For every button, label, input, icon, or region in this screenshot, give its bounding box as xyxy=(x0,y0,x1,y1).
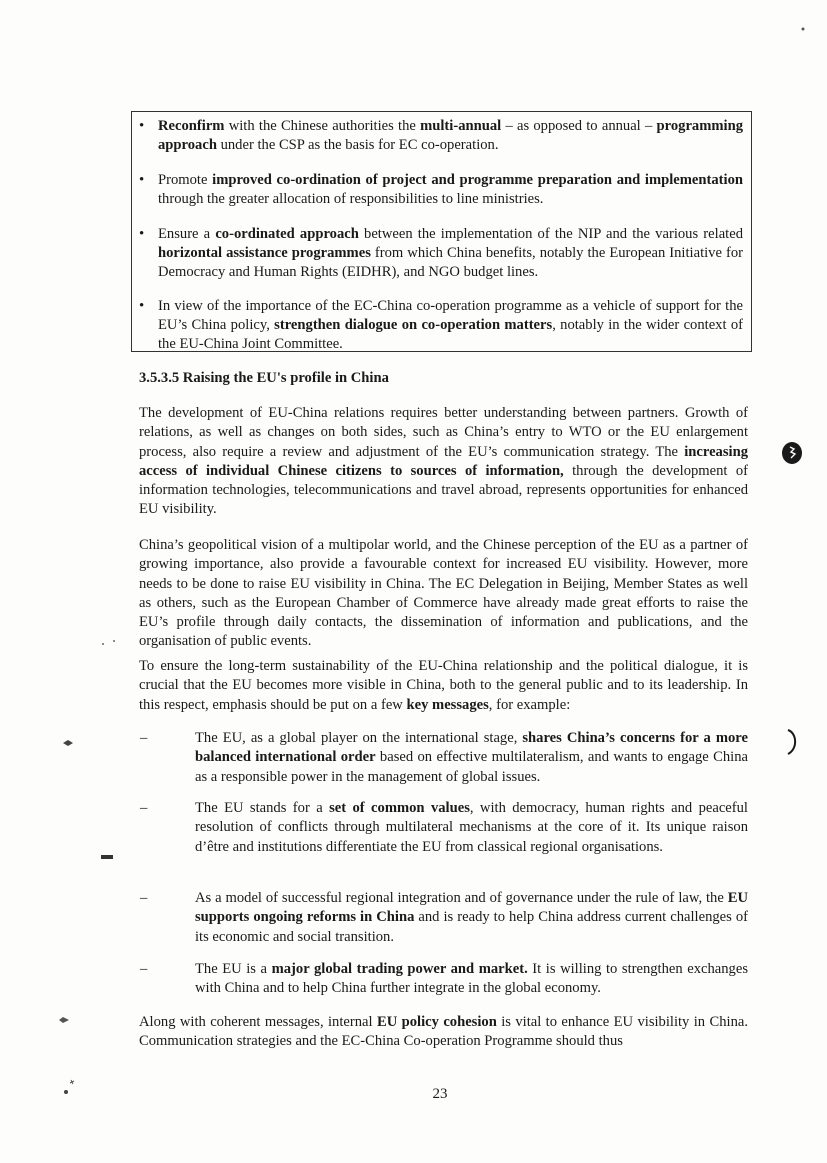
scan-speck-icon xyxy=(62,1078,76,1098)
dash-item-text xyxy=(195,729,748,787)
dash-list-item xyxy=(140,799,748,857)
section-heading: 3.5.3.5 Raising the EU's profile in China xyxy=(139,370,389,386)
text-run: Ensure a xyxy=(158,226,216,242)
dash-marker: – xyxy=(140,890,148,906)
bold-text: shares China’s concerns for a more balanced international order xyxy=(195,730,748,766)
text-run: through the development of information technologies, telecommunications and travel abroad, represents opportunities for enhanced EU visibility. xyxy=(139,462,749,518)
scan-speck-icon xyxy=(100,853,114,861)
dash-marker: – xyxy=(140,961,148,977)
paragraph xyxy=(139,404,748,520)
scan-speck-icon xyxy=(62,738,74,748)
page-number: 23 xyxy=(432,1086,448,1102)
text-run: China’s geopolitical vision of a multipolar world, and the Chinese perception of the EU as a partner of growing importance, also provide a favourable context for increased EU visibility. However, more needs to be done to raise EU visibility in China. The EC Delegation in Beijing, Member States as well as others, such as the European Chamber of Commerce have already made great efforts to raise the EU’s profile through daily contacts, the dissemination of information and publications, and the organisation of public events. xyxy=(139,537,748,650)
bullet-item xyxy=(158,297,743,354)
bold-text: programming approach xyxy=(158,118,743,153)
text-run: It is willing to strengthen exchanges with China and to help China further integrate in the global economy. xyxy=(195,961,749,997)
dash-item-text xyxy=(195,960,748,999)
text-run: based on effective multilateralism, and wants to engage China as a responsible power in the management of global issues. xyxy=(195,749,748,785)
dash-list-item xyxy=(140,889,748,947)
bold-text: EU policy cohesion xyxy=(376,1014,497,1030)
bold-text: improved co-ordination of project and programme preparation and implementation xyxy=(212,172,743,188)
bold-text: horizontal assistance programmes xyxy=(158,245,371,261)
text-run: from which China benefits, notably the European Initiative for Democracy and Human Rights (EIDHR), and NGO budget lines. xyxy=(158,245,743,280)
text-run: To ensure the long-term sustainability of the EU-China relationship and the political dialogue, it is crucial that the EU becomes more visible in China, both to the general public and to its leadership. In this respect, emphasis should be put on a few xyxy=(139,658,748,713)
scan-speck-icon xyxy=(800,26,806,32)
scan-speck-icon xyxy=(100,638,118,648)
bold-text: strengthen dialogue on co-operation matters xyxy=(274,317,553,333)
dash-list-item xyxy=(140,729,748,787)
bold-text: increasing access of individual Chinese citizens to sources of information, xyxy=(139,443,748,479)
text-run: is vital to enhance EU visibility in China. Communication strategies and the EC-China Co-operation Programme should thus xyxy=(139,1014,748,1050)
text-run: , notably in the wider context of the EU-China Joint Committee. xyxy=(158,317,743,352)
text-run: with the Chinese authorities the xyxy=(224,118,421,134)
text-run: and is ready to help China address current challenges of its economic and social transition. xyxy=(195,909,748,945)
margin-bracket-icon xyxy=(785,727,801,757)
dash-marker: – xyxy=(140,800,148,816)
dash-item-text xyxy=(195,889,748,947)
dash-list-item xyxy=(140,960,748,999)
bold-text: major global trading power and market. xyxy=(271,961,528,977)
bullet-item xyxy=(158,225,743,282)
bold-text: multi-annual xyxy=(420,118,502,134)
text-run: , for example: xyxy=(488,696,571,713)
text-run: under the CSP as the basis for EC co-operation. xyxy=(216,137,499,153)
bold-text: co-ordinated approach xyxy=(215,226,359,242)
text-run: , with democracy, human rights and peaceful resolution of conflicts through multilateral mechanisms at the core of it. Its unique raison d’être and institutions differentiate the EU from classical regional organisations. xyxy=(195,800,748,855)
bullet-item xyxy=(158,171,743,209)
text-run: As a model of successful regional integration and of governance under the rule of law, the xyxy=(195,890,728,906)
bullet-item xyxy=(158,117,743,155)
text-run: between the implementation of the NIP and the various related xyxy=(358,226,743,242)
dash-item-text xyxy=(195,799,748,857)
text-run: Promote xyxy=(158,172,213,188)
closing-paragraph xyxy=(139,1013,748,1052)
text-run: The EU stands for a xyxy=(195,800,330,816)
bold-text: set of common values xyxy=(329,800,470,816)
text-run: The EU is a xyxy=(195,961,272,977)
bold-text: EU supports ongoing reforms in China xyxy=(195,890,748,926)
recommendations-box xyxy=(131,111,752,352)
text-run: In view of the importance of the EC-China co-operation programme as a vehicle of support for the EU’s China policy, xyxy=(158,298,743,333)
text-run: Along with coherent messages, internal xyxy=(139,1014,377,1030)
text-run: The EU, as a global player on the international stage, xyxy=(195,730,523,746)
text-run: – as opposed to annual – xyxy=(501,118,657,134)
scan-speck-icon xyxy=(58,1016,70,1024)
text-run: through the greater allocation of responsibilities to line ministries. xyxy=(158,191,544,207)
bold-text: Reconfirm xyxy=(158,118,225,134)
paragraph xyxy=(139,536,748,652)
margin-mark-icon xyxy=(781,441,803,465)
paragraph xyxy=(139,657,748,715)
bold-text: key messages xyxy=(406,696,489,713)
text-run: The development of EU-China relations requires better understanding between partners. Growth of relations, as well as changes on both sides, such as China’s entry to WTO or the EU enlargement process, also require a review and adjustment of the EU’s communication strategy. The xyxy=(139,405,748,460)
dash-marker: – xyxy=(140,730,148,746)
